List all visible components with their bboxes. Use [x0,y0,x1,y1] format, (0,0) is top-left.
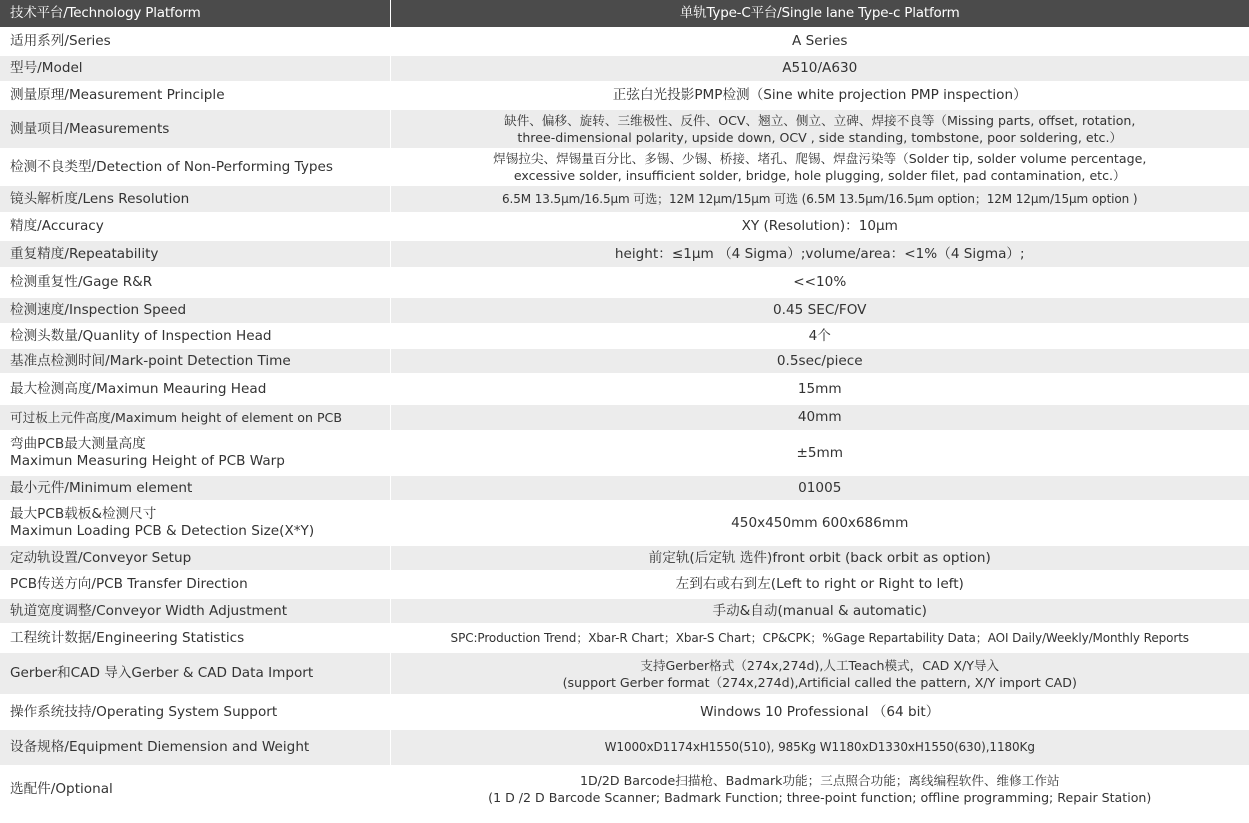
row-value: 40mm [390,404,1249,431]
row-value: 支持Gerber格式（274x,274d),人工Teach模式，CAD X/Y导入 (support Gerber format（274x,274d),Artificial called the pattern, X/Y import CAD) [390,652,1249,695]
row-label: 检测头数量/Quanlity of Inspection Head [0,324,390,348]
row-label: 可过板上元件高度/Maximum height of element on PCB [0,404,390,431]
table-row [0,109,1249,149]
row-value: 6.5M 13.5μm/16.5μm 可选；12M 12μm/15μm 可选 (6.5M 13.5μm/16.5μm option；12M 12μm/15μm option ) [390,185,1249,213]
row-value: W1000xD1174xH1550(510), 985Kg W1180xD1330xH1550(630),1180Kg [390,729,1249,766]
row-label: 操作系统技持/Operating System Support [0,695,390,729]
row-value: 焊锡拉尖、焊锡量百分比、多锡、少锡、桥接、堵孔、爬锡、焊盘污染等（Solder tip, solder volume percentage, excessive solder, insufficient solder, bridge, hole plugging, solder filet, pad contamination, etc.） [390,149,1249,185]
table-row [0,545,1249,571]
header-row [0,0,1249,28]
row-value: 01005 [390,475,1249,501]
row-label: 适用系列/Series [0,28,390,55]
table-row [0,374,1249,404]
row-value: 15mm [390,374,1249,404]
row-value: A Series [390,28,1249,55]
row-label: 最大PCB载板&检测尺寸 Maximun Loading PCB & Detection Size(X*Y) [0,501,390,545]
table-row [0,404,1249,431]
row-value: 450x450mm 600x686mm [390,501,1249,545]
header-platform-label: 技术平台/Technology Platform [0,0,390,28]
row-value: 左到右或右到左(Left to right or Right to left) [390,571,1249,598]
row-value: ±5mm [390,431,1249,475]
table-row [0,28,1249,55]
row-value: 手动&自动(manual & automatic) [390,598,1249,624]
row-value: XY (Resolution)：10μm [390,213,1249,240]
table-row [0,324,1249,348]
row-value: height：≤1μm （4 Sigma）;volume/area：<1%（4 Sigma）; [390,240,1249,268]
table-row [0,598,1249,624]
row-label: 测量项目/Measurements [0,109,390,149]
row-label: 基准点检测时间/Mark-point Detection Time [0,348,390,374]
row-value: <<10% [390,268,1249,297]
table-row [0,348,1249,374]
table-row [0,268,1249,297]
row-value: 0.5sec/piece [390,348,1249,374]
table-row [0,501,1249,545]
table-row [0,624,1249,652]
table-row [0,149,1249,185]
row-label: 设备规格/Equipment Diemension and Weight [0,729,390,766]
row-label: 精度/Accuracy [0,213,390,240]
row-label: 检测不良类型/Detection of Non-Performing Types [0,149,390,185]
table-row [0,475,1249,501]
table-row [0,55,1249,82]
row-value: 0.45 SEC/FOV [390,297,1249,324]
table-row [0,82,1249,109]
header-platform-value: 单轨Type-C平台/Single lane Type-c Platform [390,0,1249,28]
row-label: Gerber和CAD 导入Gerber & CAD Data Import [0,652,390,695]
row-label: 轨道宽度调整/Conveyor Width Adjustment [0,598,390,624]
row-value: 4个 [390,324,1249,348]
row-label: 最大检测高度/Maximun Meauring Head [0,374,390,404]
table-row [0,766,1249,812]
row-value: 正弦白光投影PMP检测（Sine white projection PMP inspection） [390,82,1249,109]
row-label: 工程统计数据/Engineering Statistics [0,624,390,652]
table-row [0,695,1249,729]
row-label: 检测重复性/Gage R&R [0,268,390,297]
row-label: 重复精度/Repeatability [0,240,390,268]
row-value: 1D/2D Barcode扫描枪、Badmark功能；三点照合功能；离线编程软件、维修工作站 (1 D /2 D Barcode Scanner; Badmark Function; three-point function; offline programming; Repair Station) [390,766,1249,812]
row-value: SPC:Production Trend；Xbar-R Chart；Xbar-S Chart；CP&CPK；%Gage Repartability Data；AOI Daily/Weekly/Monthly Reports [390,624,1249,652]
table-row [0,240,1249,268]
row-value: 缺件、偏移、旋转、三维极性、反件、OCV、翘立、侧立、立碑、焊接不良等（Missing parts, offset, rotation, three-dimensional polarity, upside down, OCV , side standing, tombstone, poor soldering, etc.） [390,109,1249,149]
table-row [0,652,1249,695]
row-label: 最小元件/Minimum element [0,475,390,501]
row-label: 选配件/Optional [0,766,390,812]
row-label: 测量原理/Measurement Principle [0,82,390,109]
table-row [0,571,1249,598]
row-label: PCB传送方向/PCB Transfer Direction [0,571,390,598]
row-label: 镜头解析度/Lens Resolution [0,185,390,213]
row-value: Windows 10 Professional （64 bit） [390,695,1249,729]
table-row [0,185,1249,213]
row-label: 型号/Model [0,55,390,82]
table-row [0,729,1249,766]
row-label: 定动轨设置/Conveyor Setup [0,545,390,571]
table-row [0,431,1249,475]
row-value: A510/A630 [390,55,1249,82]
table-row [0,213,1249,240]
row-label: 弯曲PCB最大测量高度 Maximun Measuring Height of PCB Warp [0,431,390,475]
row-value: 前定轨(后定轨 选件)front orbit (back orbit as option) [390,545,1249,571]
table-row [0,297,1249,324]
row-label: 检测速度/Inspection Speed [0,297,390,324]
